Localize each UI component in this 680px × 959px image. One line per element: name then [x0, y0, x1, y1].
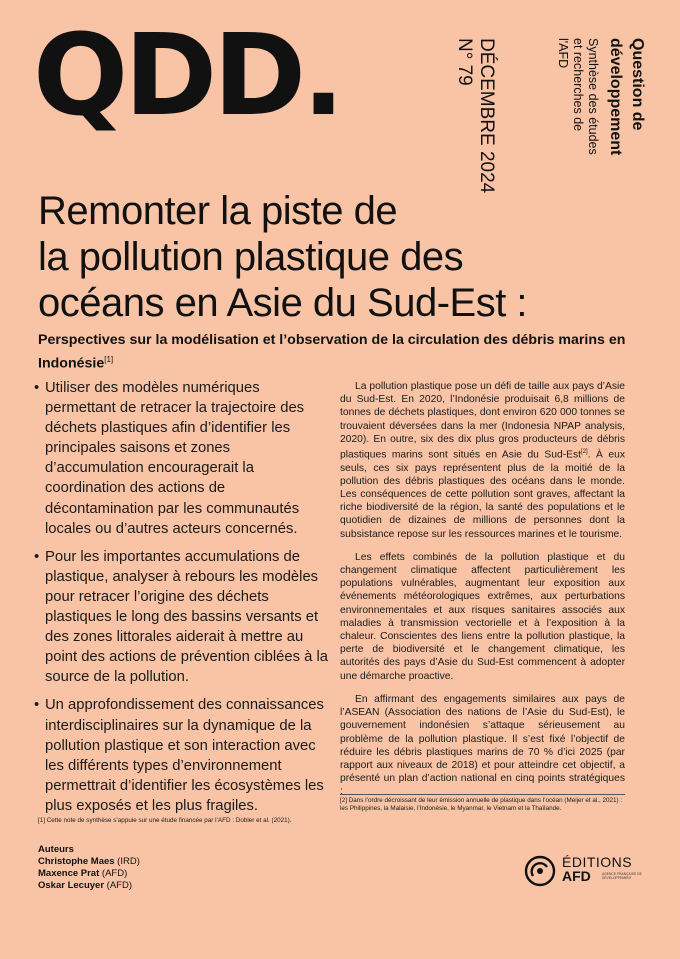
editions-afd-logo — [524, 853, 654, 887]
body-p1-part-a: La pollution plastique pose un défi de taille aux pays d’Asie du Sud-Est. En 2020, l’Indonésie produisait 6,8 millions de tonnes de déchets plastiques, dont environ 620 000 tonnes se trouvaient déversées dans la mer (Indonesia NPAP analysis, 2020). En outre, six des dix plus gros producteurs de débris plastiques marins sont situés en Asie du Sud-Est — [340, 381, 625, 461]
title-line2: la pollution plastique des — [38, 235, 464, 279]
key-point: • Un approfondissement des connaissances interdisciplinaires sur la dynamique de la pollution plastique et son interaction avec les différents types d’environnement permettrait d’identifier les écosystèmes les plus exposés et les plus fragiles. — [34, 695, 330, 816]
qdd-logo: QDD. — [33, 11, 341, 141]
author-org: (IRD) — [114, 856, 140, 867]
authors-label: Auteurs — [38, 844, 74, 855]
author-row — [38, 880, 140, 892]
series-title-line2: développement — [607, 38, 624, 156]
subtitle-text: Perspectives sur la modélisation et l’observation de la circulation des débris marins en Indonésie — [38, 332, 626, 372]
author-name: Oskar Lecuyer — [38, 880, 105, 891]
author-org: (AFD) — [99, 868, 128, 879]
series-title-line1: Question de — [629, 38, 646, 131]
footnote-divider — [340, 794, 625, 795]
publisher-line1: ÉDITIONS — [562, 854, 633, 870]
title-line1: Remonter la piste de — [38, 189, 398, 233]
series-title — [604, 38, 648, 155]
issue-number: N° 79 — [454, 38, 475, 86]
editions-afd-emblem-icon — [524, 855, 556, 887]
author-org: (AFD) — [104, 880, 132, 891]
series-subtitle — [555, 38, 600, 155]
body-text — [340, 380, 625, 809]
subtitle-note-ref: [1] — [104, 355, 114, 364]
body-paragraph-1 — [340, 380, 625, 541]
body-paragraph-3: En affirmant des engagements similaires aux pays de l’ASEAN (Association des nations de l’Asie du Sud-Est), le gouvernement indonésien s’attaque sérieusement au problème de la pollution plastique. Il s’est fixé l’objectif de réduire les débris plastiques marins de 70 % d’ici 2025 (par rapport aux niveaux de 2018) et pour atteindre cet objectif, a présenté un plan d’action national en cinq points stratégiques : — [340, 693, 625, 798]
page-title — [38, 188, 638, 326]
series-subtitle-line1: Synthèse des études — [586, 38, 600, 155]
key-point: • Pour les importantes accumulations de plastique, analyser à rebours les modèles pour retracer l’origine des déchets plastiques le long des bassins versants et des zones littorales aiderait à mettre au point des actions de prévention ciblées à la source de la pollution. — [34, 547, 330, 688]
publisher-tagline: AGENCE FRANÇAISE DE DÉVELOPPEMENT — [602, 872, 642, 880]
body-p1-part-b: . À eux seuls, ces six pays représentent plus de la moitié de la pollution des débris plastiques des océans dans le monde. Les conséquences de cette pollution sont graves, affectant la riche biodiversité de la région, la santé des populations et le quotidien de dizaines de millions de personnes dont la subsistance repose sur les ressources marines et le tourisme. — [340, 449, 625, 540]
page-subtitle — [38, 331, 638, 374]
author-name: Christophe Maes — [38, 856, 115, 867]
title-line3: océans en Asie du Sud-Est : — [38, 281, 528, 325]
series-subtitle-line2: et recherches de — [571, 38, 585, 132]
author-row — [38, 868, 140, 880]
footnote-1: [1] Cette note de synthèse s’appuie sur une étude financée par l’AFD : Dobler et al. (2021). — [38, 817, 292, 824]
author-row — [38, 856, 140, 868]
authors-block — [38, 844, 140, 892]
key-points-list — [34, 378, 330, 824]
author-name: Maxence Prat — [38, 868, 100, 879]
body-note-ref: [2] — [581, 449, 588, 456]
key-point: • Utiliser des modèles numériques permettant de retracer la trajectoire des déchets plastiques afin d’identifier les principales saisons et zones d’accumulation encouragerait la coordination des actions de décontamination par les communautés locales ou d’autres acteurs concernés. — [34, 378, 330, 539]
series-subtitle-line3: l'AFD — [556, 38, 570, 69]
publisher-line2: AFD — [562, 868, 591, 884]
body-paragraph-2: Les effets combinés de la pollution plastique et du changement climatique affectent particulièrement les populations vulnérables, augmentant leur exposition aux événements météorologiques extrêmes, aux perturbations environnementales et aux risques sanitaires associés aux maladies à transmission vectorielle et à l’exposition à la chaleur. Conscientes des liens entre la pollution plastique, la perte de biodiversité et le changement climatique, les autorités des pays d’Asie du Sud-Est commencent à adopter une démarche proactive. — [340, 551, 625, 682]
issue-info — [453, 38, 497, 193]
issue-date: DÉCEMBRE 2024 — [476, 38, 497, 194]
footnote-2: [2] Dans l’ordre décroissant de leur émission annuelle de plastique dans l’océan (Meijer et al., 2021) : les Philippines, la Malaisie, l’Indonésie, le Myanmar, le Vietnam et la Thaïlande. — [340, 797, 623, 812]
